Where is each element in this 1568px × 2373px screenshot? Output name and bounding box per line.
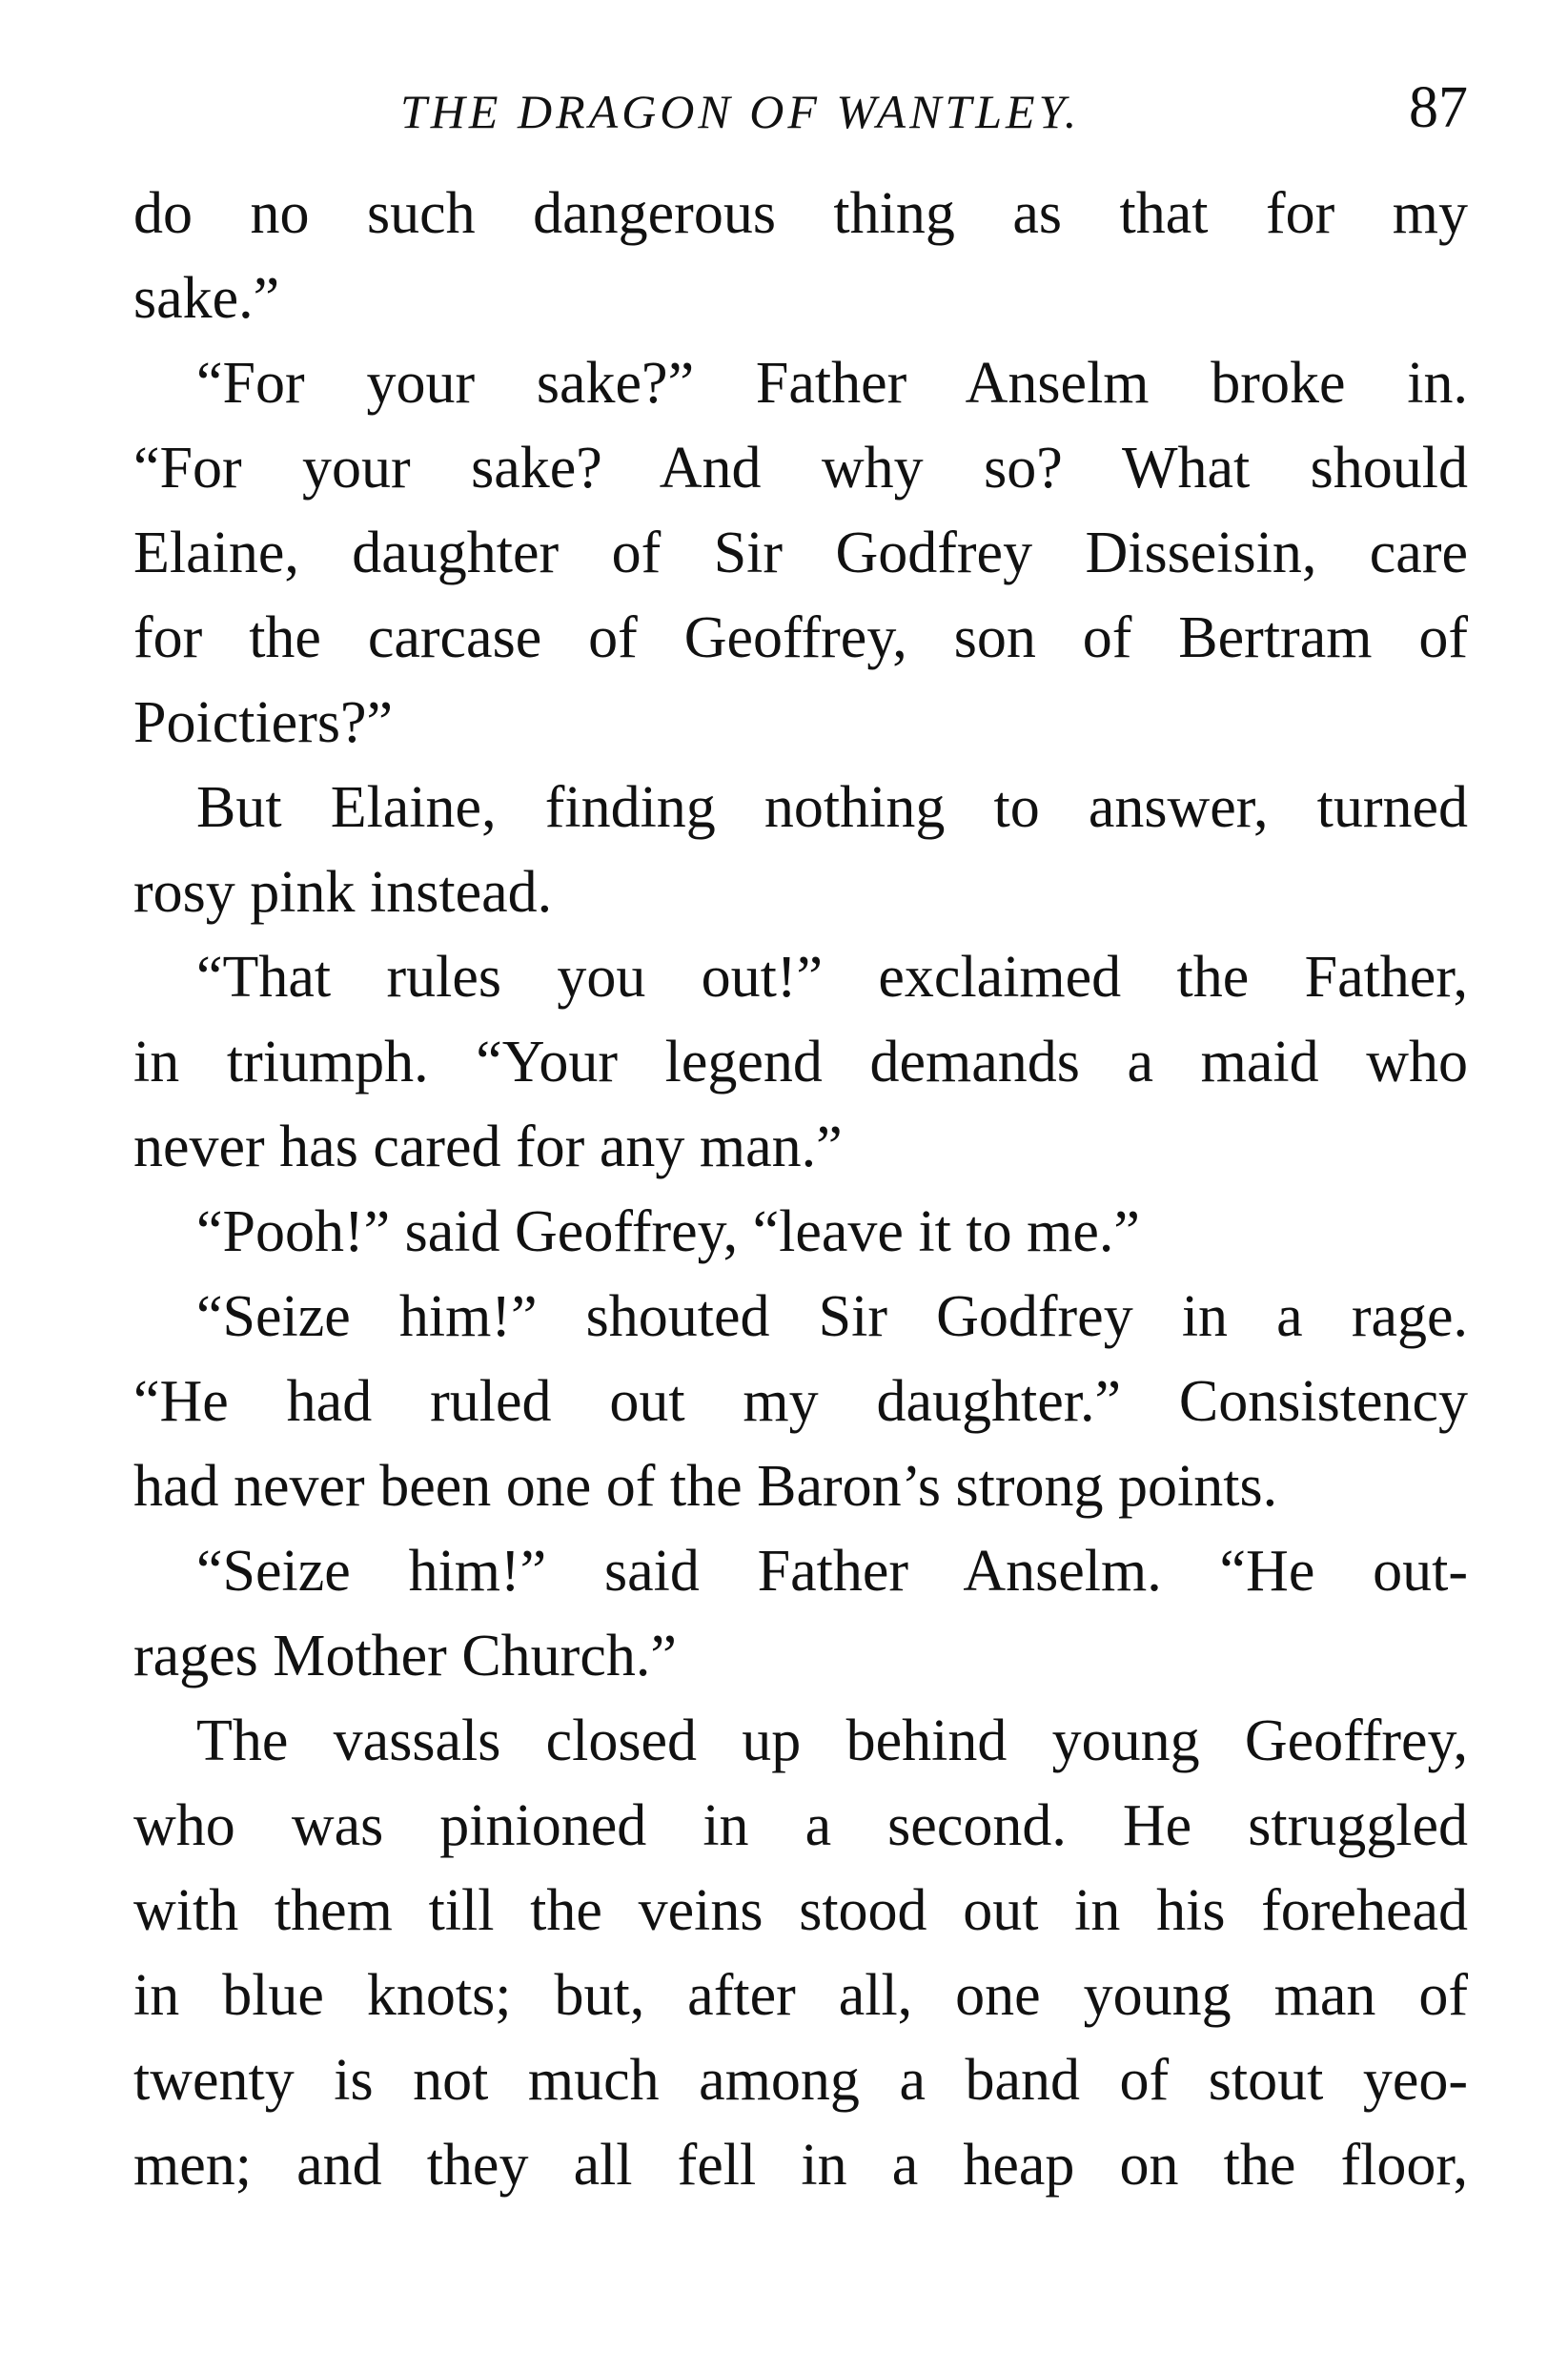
text-line: in triumph. “Your legend demands a maid who: [133, 1030, 1468, 1094]
text-line: The vassals closed up behind young Geoffrey,: [196, 1708, 1468, 1773]
text-line: rosy pink instead.: [133, 860, 553, 925]
body-text: [133, 172, 1468, 2208]
text-line: do no such dangerous thing as that for my: [133, 181, 1468, 246]
text-line: rages Mother Church.”: [133, 1624, 677, 1688]
text-line: “Seize him!” shouted Sir Godfrey in a rage.: [196, 1284, 1468, 1349]
text-line: “Pooh!” said Geoffrey, “leave it to me.”: [196, 1199, 1140, 1264]
book-page: [133, 67, 1468, 2208]
text-line: never has cared for any man.”: [133, 1115, 843, 1179]
text-line: “He had ruled out my daughter.” Consistency: [133, 1369, 1468, 1434]
text-line: “That rules you out!” exclaimed the Father,: [196, 945, 1468, 1010]
text-line: sake.”: [133, 266, 280, 331]
text-line: “Seize him!” said Father Anselm. “He out-: [196, 1539, 1468, 1604]
text-line: who was pinioned in a second. He struggled: [133, 1793, 1468, 1858]
text-line: men; and they all fell in a heap on the floor,: [133, 2133, 1468, 2198]
page-number: 87: [1409, 75, 1468, 140]
text-line: in blue knots; but, after all, one young man of: [133, 1963, 1468, 2028]
text-line: Poictiers?”: [133, 690, 394, 755]
text-line: twenty is not much among a band of stout yeo-: [133, 2048, 1468, 2113]
text-line: “For your sake?” Father Anselm broke in.: [196, 351, 1468, 416]
running-head: THE DRAGON OF WANTLEY.: [400, 85, 1081, 138]
text-line: But Elaine, finding nothing to answer, turned: [196, 775, 1468, 840]
text-line: with them till the veins stood out in his forehead: [133, 1878, 1468, 1943]
text-line: Elaine, daughter of Sir Godfrey Disseisin, care: [133, 521, 1468, 585]
page-header: [133, 67, 1468, 172]
text-line: had never been one of the Baron’s strong points.: [133, 1454, 1278, 1519]
text-line: “For your sake? And why so? What should: [133, 436, 1468, 501]
text-line: for the carcase of Geoffrey, son of Bertram of: [133, 605, 1468, 670]
